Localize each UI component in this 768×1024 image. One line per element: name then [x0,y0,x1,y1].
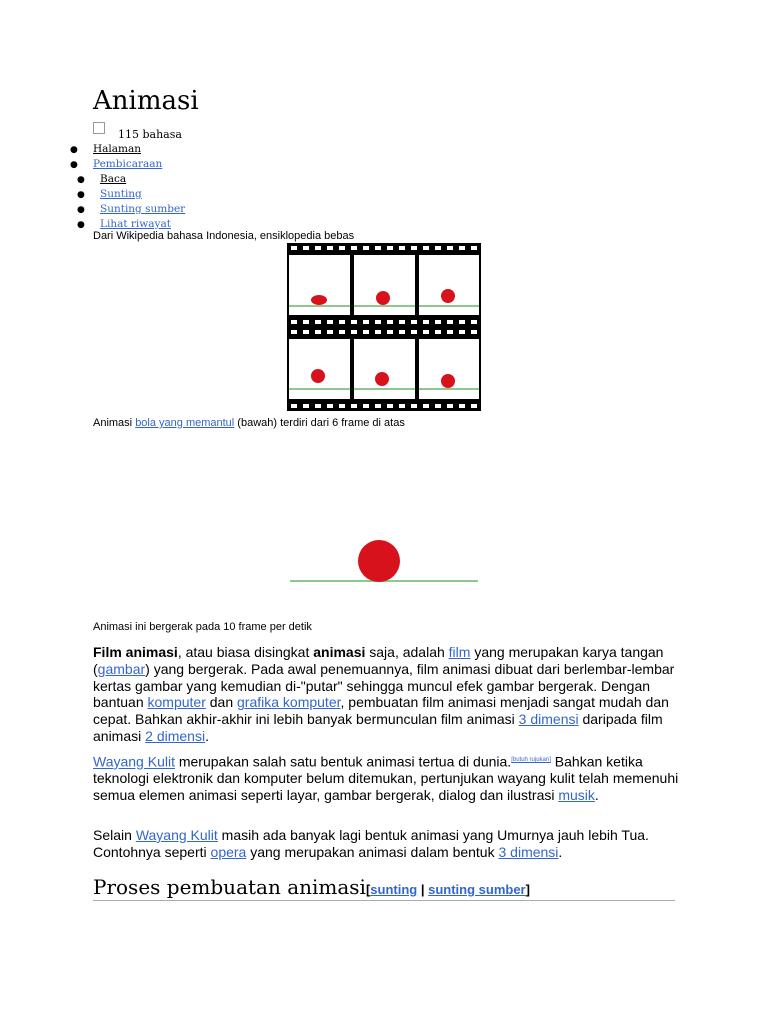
nav-item-sunting[interactable] [77,187,142,201]
link-2-dimensi[interactable]: 2 dimensi [145,727,206,744]
bouncing-ball-filmstrip-image[interactable] [287,243,481,411]
frame-1 [289,255,350,315]
paragraph-other-forms [93,827,693,861]
animation-caption: Animasi ini bergerak pada 10 frame per detik [93,621,312,633]
paragraph-text: merupakan salah satu bentuk animasi tertua di dunia. [174,753,512,770]
frame-3 [419,255,479,315]
bouncing-ball-animation-image[interactable] [288,538,480,588]
nav-link-sunting-sumber[interactable]: Sunting sumber [100,203,186,215]
frame-6 [419,339,479,399]
bouncing-ball-link[interactable]: bola yang memantul [135,417,235,429]
link-musik[interactable]: musik [558,787,595,804]
nav-item-lihat-riwayat[interactable] [77,217,171,231]
section-title: Proses pembuatan animasi [93,875,366,899]
caption-text: Animasi [93,417,136,429]
bracket-close: ] [525,882,530,897]
bullet-icon: ● [70,145,78,155]
nav-link-halaman[interactable]: Halaman [93,143,142,155]
bullet-icon: ● [70,160,78,170]
paragraph-text: . [205,727,209,744]
language-checkbox[interactable] [93,122,105,134]
caption-text: (bawah) terdiri dari 6 frame di atas [234,417,405,429]
edit-separator: | [417,882,429,897]
language-count[interactable]: 115 bahasa [118,128,182,141]
frame-5 [354,339,415,399]
bracket-open: [ [365,882,371,897]
page-title: Animasi [93,86,199,116]
nav-link-sunting[interactable]: Sunting [100,188,142,200]
frame-4 [289,339,350,399]
bullet-icon: ● [77,190,85,200]
nav-item-halaman[interactable] [70,142,142,156]
citation-needed-link[interactable]: [butuh rujukan] [511,757,551,763]
link-opera[interactable]: opera [210,843,247,860]
frame-2 [354,255,415,315]
nav-item-sunting-sumber[interactable] [77,202,186,216]
nav-link-baca[interactable]: Baca [100,173,127,185]
link-wayang-kulit[interactable]: Wayang Kulit [93,753,175,770]
paragraph-text: daripada film animasi [93,711,663,744]
bullet-icon: ● [77,220,85,230]
nav-item-pembicaraan[interactable] [70,157,163,171]
paragraph-intro [93,644,693,745]
nav-link-pembicaraan[interactable]: Pembicaraan [93,158,163,170]
paragraph-text: saja, adalah [365,644,449,660]
site-tagline: Dari Wikipedia bahasa Indonesia, ensiklopedia bebas [93,230,355,242]
bullet-icon: ● [77,205,85,215]
section-edit-source-link[interactable]: sunting sumber [428,882,526,897]
paragraph-text: yang merupakan animasi dalam bentuk [246,843,499,860]
link-gambar[interactable]: gambar [97,660,146,677]
link-3-dimensi[interactable]: 3 dimensi [518,711,579,728]
link-3-dimensi[interactable]: 3 dimensi [498,843,559,860]
section-heading-proses [93,874,675,901]
link-wayang-kulit[interactable]: Wayang Kulit [135,827,218,843]
section-edit-link[interactable]: sunting [370,882,418,897]
paragraph-wayang [93,752,693,804]
section-edit-links [366,882,530,897]
paragraph-text: yang merupakan karya tangan ( [93,644,664,677]
paragraph-text: Bahkan ketika teknologi elektronik dan komputer belum ditemukan, pertunjukan wayang kulit telah memenuhi semua elemen animasi seperti layar, gambar bergerak, dialog dan ilustrasi [93,753,679,804]
paragraph-text: masih ada banyak lagi bentuk animasi yang Umurnya jauh lebih Tua. Contohnya seperti [93,827,649,860]
link-komputer[interactable]: komputer [147,694,206,711]
paragraph-text: . [558,843,563,860]
paragraph-text: Selain [93,827,136,843]
term-animasi: animasi [313,644,366,660]
term-film-animasi: Film animasi [93,644,178,660]
paragraph-text: . [594,787,599,804]
link-film[interactable]: film [448,644,471,660]
paragraph-text: , pembuatan film animasi menjadi sangat mudah dan cepat. Bahkan akhir-akhir ini lebih banyak bermunculan film animasi [93,694,669,728]
paragraph-text: ) yang bergerak. Pada awal penemuannya, film animasi dibuat dari berlembar-lembar kertas gambar yang kemudian di-"putar" sehingga muncul efek gambar bergerak. Dengan bantuan [93,660,675,711]
nav-item-baca[interactable] [77,172,127,186]
nav-link-lihat-riwayat[interactable]: Lihat riwayat [100,218,171,230]
paragraph-text: dan [205,694,237,711]
filmstrip-caption [93,417,405,429]
paragraph-text: , atau biasa disingkat [177,644,314,660]
bullet-icon: ● [77,175,85,185]
link-grafika-komputer[interactable]: grafika komputer [237,694,341,711]
